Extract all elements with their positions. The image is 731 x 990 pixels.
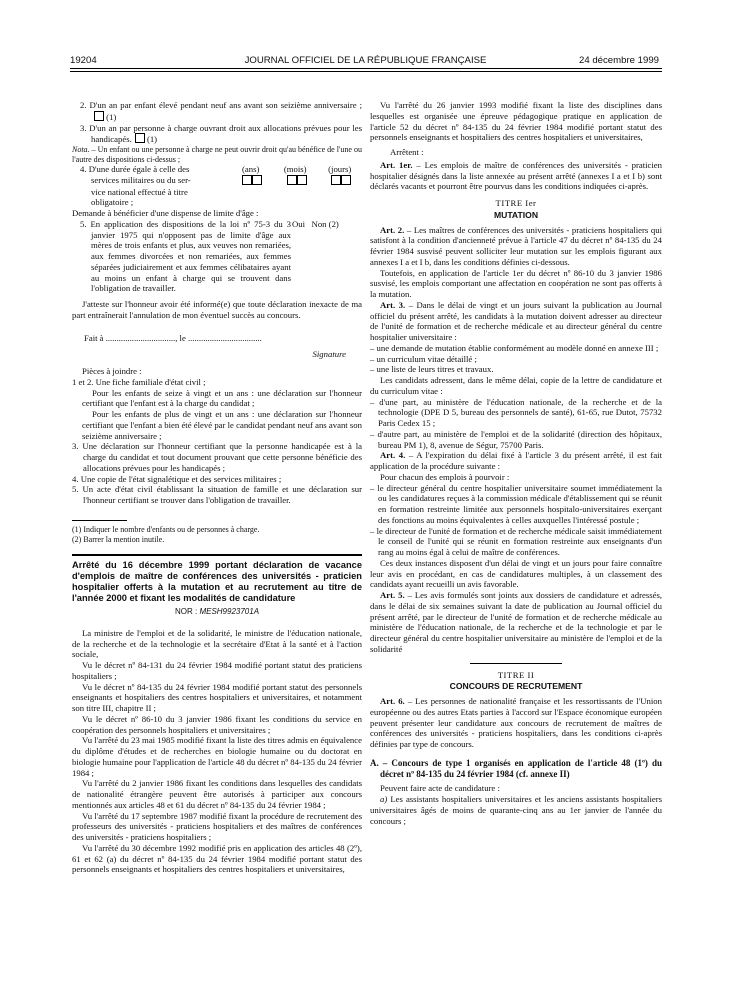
nota: Nota. – Un enfant ou une personne à charge ne peut ouvrir droit qu'au bénéfice de l'une ou l'autre des dispositions ci-dessus ; (72, 145, 363, 164)
article-3: Art. 3. – Dans le délai de vingt et un jours suivant la publication au Journal officiel du présent arrêté, les candidats à la mutation doivent adresser au directeur de l'unité de formation et de recherche médicale et au directeur général du centre hospitalier universitaire : (370, 299, 663, 342)
section-a: A. – Concours de type 1 organisés en application de l'article 48 (1º) du décret nº 84-135 du 24 février 1984 (cf. annexe II) (370, 757, 662, 779)
footnote-1: (1) Indiquer le nombre d'enfants ou de personnes à charge. (72, 524, 260, 534)
left-column: 2. D'un an par enfant élevé pendant neuf ans avant son seizième anniversaire ; (1) 3. D'un an par personne à charge ouvrant droit aux allocations prévues pour les handicapés. (1) Nota. – Un enfant ou une personne à charge ne peut ouvrir droit qu'au bénéfice de l'une ou l'autre des dispositions ci-dessus ; 4. D'une durée égale à celle des (ans) (mois) (jours) services militaires ou du ser- vice national effectué à titre obligatoire ; Demande à bénéficier d'une dispense de limite d'âge : 5. En application des dispositions de la loi nº 75-3 du 3 janvier 1975 qui n'opposent pas de limite d'âge aux mères de trois enfants et plus, aux veuves non remariées, aux femmes divorcées et non remariées, aux femmes séparées judiciairement et aux femmes célibataires ayant au moins un enfant à charge qui se trouvent dans l'obligation de travailler. Oui Non (2) J'atteste sur l'honneur avoir été informé(e) que toute déclaration inexacte de ma part entraînerait l'annulation de mon éventuel succès au concours. Fait à ................................, le .................................. Signature Pièces à joindre : 1 et 2. Une fiche familiale d'état civil ; Pour les enfants de seize à vingt et un ans : une déclaration sur l'honneur certifiant que l'enfant est à la charge du candidat ; Pour les enfants de plus de vingt et un ans : une déclaration sur l'honneur certifiant que l'enfant a bien été élevé par le candidat pendant neuf ans avant son seizième anniversaire ; 3. Une déclaration sur l'honneur certifiant que la personne handicapée est à la charge du candidat et tout document prouvant que cette personne bénéficie des allocations prévues pour les handicapés ; 4. Une copie de l'état signalétique et des services militaires ; 5. Un acte d'état civil établissant la situation de famille et une déclaration sur l'honneur certifiant se trouver dans l'obligation de travailler. (1) Indiquer le nombre d'enfants ou de personnes à charge. (2) Barrer la mention inutile. Arrêté du 16 décembre 1999 portant déclaration de vacance d'emplois de maître de conférences des universités - praticien hospitalier offerts à la mutation et au recrutement au titre de l'année 2000 et fixant les modalités de candidature NOR : MESH9923701A La ministre de l'emploi et de la solidarité, le ministre de l'éducation nationale, de la recherche et de la technologie et la secrétaire d'Etat à la santé et à l'action sociale, Vu le décret nº 84-131 du 24 février 1984 modifié portant statut des praticiens hospitaliers ; Vu le décret nº 84-135 du 24 février 1984 modifié portant statut des personnels enseignants et hospitaliers des centres hospitaliers et universitaires, et notamment son titre III, chapitre II ; Vu le décret nº 86-10 du 3 janvier 1986 fixant les conditions du service en coopération des personnels hospitaliers et universitaires ; Vu l'arrêté du 23 mai 1985 modifié fixant la liste des titres admis en équivalence du diplôme d'études et de recherches en biologie humaine ou du doctorat en biologie humaine pour l'application de l'article 48 du décret nº 84-135 du 24 février 1984 ; Vu l'arrêté du 2 janvier 1986 fixant les conditions dans lesquelles des candidats de nationalité étrangère peuvent être autorisés à participer aux concours mentionnés aux articles 48 et 61 du décret nº 84-135 du 24 février 1984 ; Vu l'arrêté du 17 septembre 1987 modifié fixant la procédure de recrutement des professeurs des universités - praticiens hospitaliers et des maîtres de conférences des universités - praticiens hospitaliers ; Vu l'arrêté du 30 décembre 1992 modifié pris en application des articles 48 (2º), 61 et 62 (a) du décret nº 84-135 du 24 février 1984 modifié portant statut des personnels enseignants et hospitaliers des centres hospitaliers et universitaires, (72, 100, 362, 875)
fait-line: Fait à ................................, le .................................. (84, 332, 262, 343)
header-rule (70, 71, 662, 72)
oui-non: Oui Non (2) (292, 218, 339, 229)
footnote-2: (2) Barrer la mention inutile. (72, 534, 165, 544)
checkbox-icon (94, 111, 104, 121)
article-4: Art. 4. – A l'expiration du délai fixé à l'article 3 du présent arrêté, il est fait application de la procédure suivante : (370, 450, 662, 471)
article-1: Art. 1er. – Les emplois de maître de conférences des universités - praticien hospitalier désignés dans la liste annexée au présent arrêté (annexes I a et I b) sont déclarés vacants et pourront être pourvus dans les conditions indiquées ci-après. (370, 159, 663, 192)
attestation: J'atteste sur l'honneur avoir été informé(e) que toute déclaration inexacte de ma part entraînerait l'annulation de mon éventuel succès au concours. (72, 299, 362, 320)
header-rule (70, 68, 662, 69)
item-a: a) Les assistants hospitaliers universitaires et les anciens assistants hospitaliers universitaires âgés de moins de quarante-cinq ans au 1er janvier de l'année du concours ; (370, 794, 662, 826)
duration-header: 4. D'une durée égale à celle des (ans) (mois) (jours) (80, 164, 352, 175)
form-item-3: 3. D'un an par personne à charge ouvrant droit aux allocations prévues pour les handicapés. (1) (80, 122, 362, 145)
article-5: Art. 5. – Les avis formulés sont joints aux dossiers de candidature et adressés, dans le délai de six semaines suivant la date de publication au Journal officiel du présent arrêté, par le directeur de l'unité de formation et de recherche médicale au ministère de l'éducation nationale, de la recherche et de la technologie et par le directeur général du centre hospitalier universitaire au ministère de l'emploi et de la solidarité (370, 590, 662, 654)
titre-1: TITRE Ier (495, 198, 537, 208)
duration-boxes: services militaires ou du ser- (91, 175, 362, 187)
checkbox-icon (135, 133, 145, 143)
page-number: 19204 (70, 55, 97, 66)
issue-date: 24 décembre 1999 (578, 55, 659, 66)
concours-heading: CONCOURS DE RECRUTEMENT (449, 681, 583, 692)
article-6: Art. 6. – Les personnes de nationalité française et les ressortissants de l'Union européenne ou des autres Etats parties à l'accord sur l'Espace économique européen peuvent présenter leur candidature aux concours de recrutement de maîtres de conférences des universités - praticiens hospitaliers, dans les conditions ci-après définies par type de concours. (370, 696, 662, 749)
journal-title: JOURNAL OFFICIEL DE LA RÉPUBLIQUE FRANÇAISE (244, 55, 487, 66)
demande-line: Demande à bénéficier d'une dispense de limite d'âge : (72, 208, 259, 219)
arrete-title: Arrêté du 16 décembre 1999 portant déclaration de vacance d'emplois de maître de conférences des universités - praticien hospitalier offerts à la mutation et au recrutement au titre de l'année 2000 et fixant les modalités de candidature (72, 560, 362, 604)
mutation-heading: MUTATION (493, 209, 539, 220)
signature-label: Signature (312, 349, 346, 360)
article-2: Art. 2. – Les maîtres de conférences des universités - praticiens hospitaliers qui satisfont à la condition d'ancienneté prévue à l'article 47 du décret nº 84-135 du 24 février 1984 susvisé peuvent solliciter leur mutation sur les emplois figurant aux annexes I a et I b, dans les conditions définies ci-dessous. (370, 224, 663, 267)
titre-2: TITRE II (497, 669, 535, 680)
right-column: Vu l'arrêté du 26 janvier 1993 modifié fixant la liste des disciplines dans lesquelles est organisée une épreuve pédagogique pratique en application de l'article 52 du décret nº 84-135 du 24 février 1984 modifié portant statut des personnels enseignants et hospitaliers des centres hospitaliers et universitaires, Arrêtent : Art. 1er. – Les emplois de maître de conférences des universités - praticien hospitalier désignés dans la liste annexée au présent arrêté (annexes I a et I b) sont déclarés vacants et pourront être pourvus dans les conditions indiquées ci-après. TITRE Ier MUTATION Art. 2. – Les maîtres de conférences des universités - praticiens hospitaliers qui satisfont à la condition d'ancienneté prévue à l'article 47 du décret nº 84-135 du 24 février 1984 susvisé peuvent solliciter leur mutation sur les emplois figurant aux annexes I a et I b, dans les conditions définies ci-dessous. Toutefois, en application de l'article 1er du décret nº 86-10 du 3 janvier 1986 susvisé, les emplois comportant une affectation en coopération ne sont pas offerts à la mutation. Art. 3. – Dans le délai de vingt et un jours suivant la publication au Journal officiel du présent arrêté, les candidats à la mutation doivent adresser au directeur de l'unité de formation et de recherche médicale et au directeur général du centre hospitalier universitaire : – une demande de mutation établie conformément au modèle donné en annexe III ; – un curriculum vitae détaillé ; – une liste de leurs titres et travaux. Les candidats adressent, dans le même délai, copie de la lettre de candidature et du curriculum vitae : – d'une part, au ministère de l'éducation nationale, de la recherche et de la technologie (DPE D 5, bureau des personnels de santé), 61-65, rue Dutot, 75732 Paris Cedex 15 ; – d'autre part, au ministère de l'emploi et de la solidarité (direction des hôpitaux, bureau PM 1), 8, avenue de Ségur, 75700 Paris. Art. 4. – A l'expiration du délai fixé à l'article 3 du présent arrêté, il est fait application de la procédure suivante : Pour chacun des emplois à pourvoir : – le directeur général du centre hospitalier universitaire soumet immédiatement la ou les candidatures reçues à la commission médicale d'établissement qui se réunit en formation restreinte limitée aux personnels hospitalo-universitaires exerçant des fonctions au moins équivalentes à celles auxquelles l'intéressé postule ; – le directeur de l'unité de formation et de recherche médicale saisit immédiatement le conseil de l'unité qui se réunit en formation restreinte aux enseignants d'un rang au moins égal à celui de maître de conférences. Ces deux instances disposent d'un délai de vingt et un jours pour faire connaître leur avis en procédant, en cas de candidatures multiples, à un classement des candidats ayant recueilli un avis favorable. Art. 5. – Les avis formulés sont joints aux dossiers de candidature et adressés, dans le délai de six semaines suivant la date de publication au Journal officiel du présent arrêté, par le directeur de l'unité de formation et de recherche médicale au ministère de l'éducation nationale, de la recherche et de la technologie et par le directeur général du centre hospitalier universitaire au ministère de l'emploi et de la solidarité TITRE II CONCOURS DE RECRUTEMENT Art. 6. – Les personnes de nationalité française et les ressortissants de l'Union européenne ou des autres Etats parties à l'accord sur l'Espace économique européen peuvent présenter leur candidature aux concours de recrutement de maîtres de conférences des universités - praticiens hospitaliers, dans les conditions ci-après définies par type de concours. A. – Concours de type 1 organisés en application de l'article 48 (1º) du décret nº 84-135 du 24 février 1984 (cf. annexe II) Peuvent faire acte de candidature : a) Les assistants hospitaliers universitaires et les anciens assistants hospitaliers universitaires âgés de moins de quarante-cinq ans au 1er janvier de l'année du concours ; (370, 100, 663, 826)
nor-reference: NOR : MESH9923701A (174, 607, 260, 617)
form-item-2: 2. D'un an par enfant élevé pendant neuf ans avant son seizième anniversaire ; (1) (80, 100, 362, 122)
form-item-5: 5. En application des dispositions de la loi nº 75-3 du 3 janvier 1975 qui n'opposent pas de limite d'âge aux mères de trois enfants et plus, aux veuves non remariées, aux femmes divorcées et non remariées, aux femmes séparées judiciairement et aux femmes célibataires ayant au moins un enfant à charge qui se trouvent dans l'obligation de travailler. Oui Non (2) (80, 219, 362, 294)
